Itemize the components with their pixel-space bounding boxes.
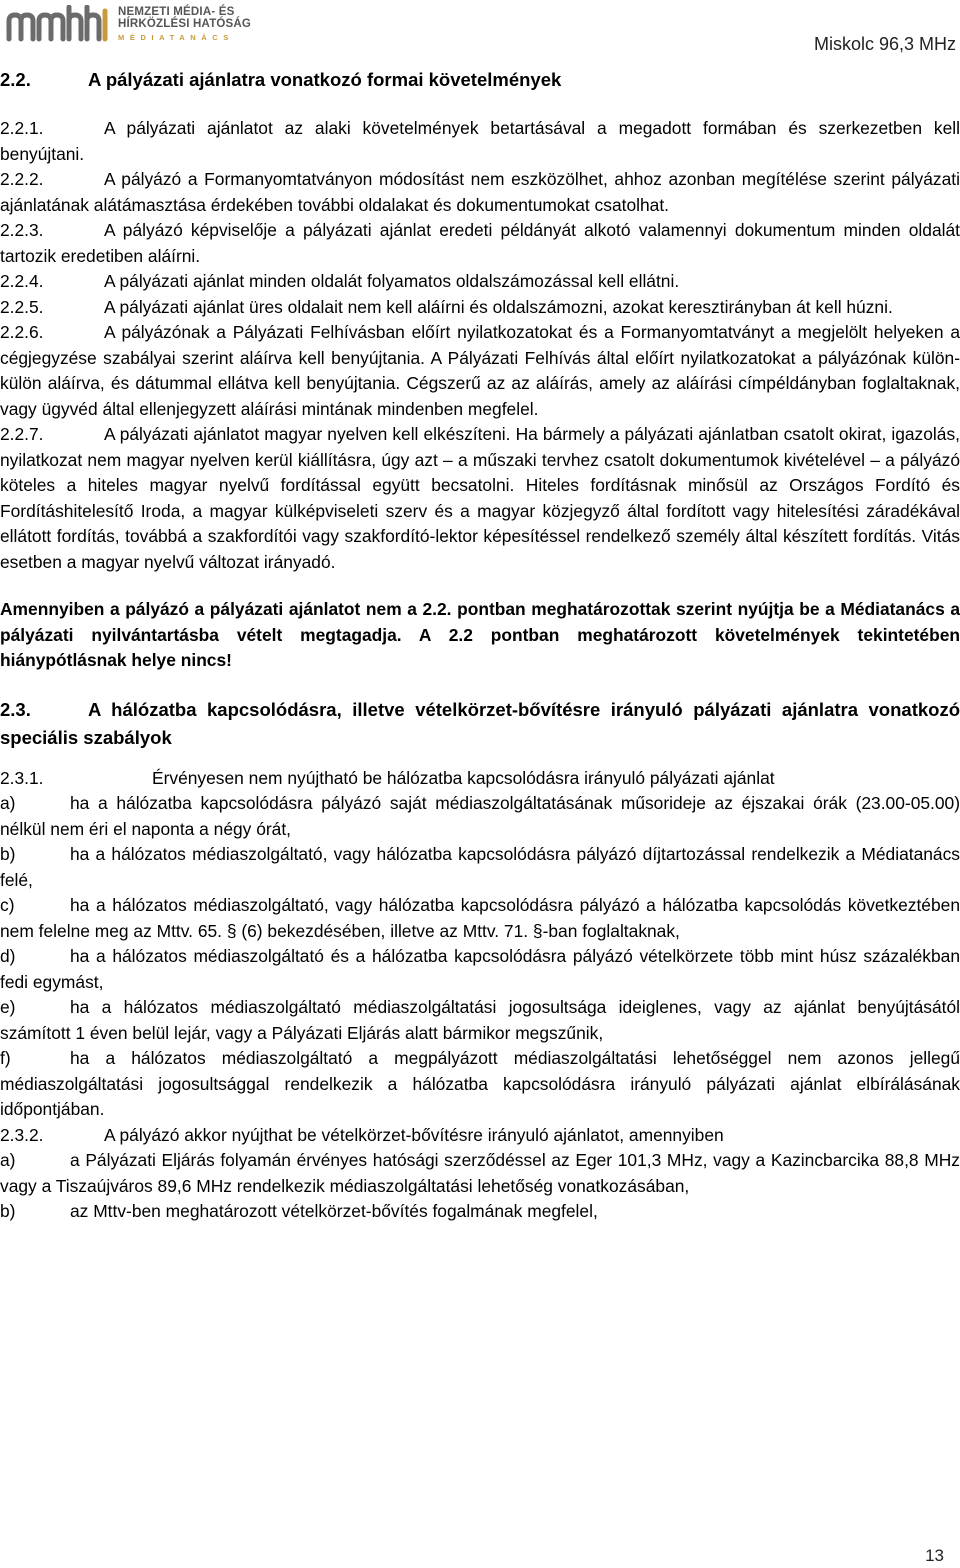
section-title: A pályázati ajánlatra vonatkozó formai követelmények	[88, 69, 562, 90]
paragraph-number: 2.2.3.	[0, 220, 44, 240]
paragraph-2-3-2	[0, 1123, 960, 1149]
list-label: a)	[0, 1150, 16, 1170]
logo-text	[118, 7, 251, 42]
section-heading-2-3	[0, 696, 960, 752]
logo-line-1: NEMZETI MÉDIA- ÉS	[118, 5, 235, 18]
paragraph-2-2-4	[0, 269, 960, 295]
list-item-e	[0, 995, 960, 1046]
page-number: 13	[925, 1546, 944, 1565]
list-text: ha a hálózatos médiaszolgáltató a megpályázott médiaszolgáltatási lehetőséggel nem azonos jellegű médiaszolgáltatási jogosultsággal rendelkezik a hálózatba kapcsolódásra irányuló pályázati ajánlat elbírálásának időpontjában.	[0, 1048, 960, 1119]
list-item-a	[0, 791, 960, 842]
section-number: 2.2.	[0, 69, 31, 90]
section-number: 2.3.	[0, 698, 31, 720]
paragraph-number: 2.2.2.	[0, 169, 44, 189]
paragraph-number: 2.2.5.	[0, 296, 44, 317]
paragraph-2-2-1	[0, 116, 960, 167]
paragraph-text: Érvényesen nem nyújtható be hálózatba kapcsolódásra irányuló pályázati ajánlat	[152, 767, 775, 788]
list-item-c	[0, 893, 960, 944]
list-text: ha a hálózatos médiaszolgáltató, vagy hálózatba kapcsolódásra pályázó díjtartozással rendelkezik a Médiatanács felé,	[0, 844, 960, 890]
paragraph-2-2-2	[0, 167, 960, 218]
paragraph-2-2-5	[0, 295, 960, 321]
nmhh-logo	[6, 4, 251, 44]
paragraph-text: A pályázati ajánlat minden oldalát folyamatos oldalszámozással kell ellátni.	[104, 271, 680, 291]
list-label: c)	[0, 895, 15, 915]
list-item-f	[0, 1046, 960, 1123]
list-text: ha a hálózatos médiaszolgáltató, vagy hálózatba kapcsolódásra pályázó a hálózatba kapcsolódás következtében nem felelne meg az Mttv. 65. § (6) bekezdésében, illetve az Mttv. 71. §-ban foglaltaknak,	[0, 895, 960, 941]
list-label: d)	[0, 946, 16, 966]
list-item-a-2	[0, 1148, 960, 1199]
document-body	[0, 66, 960, 1225]
list-text: ha a hálózatos médiaszolgáltató médiaszolgáltatási jogosultsága ideiglenes, vagy az ajánlat benyújtásától számított 1 éven belül lejár, vagy a Pályázati Eljárás alatt bármikor megszűnik,	[0, 997, 960, 1043]
paragraph-number: 2.3.2.	[0, 1124, 44, 1145]
list-text: az Mttv-ben meghatározott vételkörzet-bővítés fogalmának megfelel,	[70, 1201, 598, 1221]
list-label: a)	[0, 793, 16, 813]
paragraph-text: A pályázati ajánlatot az alaki követelmények betartásával a megadott formában és szerkezetben kell benyújtani.	[0, 118, 960, 164]
warning-paragraph: Amennyiben a pályázó a pályázati ajánlatot nem a 2.2. pontban meghatározottak szerint nyújtja be a Médiatanács a pályázati nyilvántartásba vételt megtagadja. A 2.2 pontban meghatározott követelmények tekintetében hiánypótlásnak helye nincs!	[0, 599, 960, 670]
list-text: a Pályázati Eljárás folyamán érvényes hatósági szerződéssel az Eger 101,3 MHz, vagy a Kazincbarcika 88,8 MHz vagy a Tiszaújváros 89,6 MHz rendelkezik médiaszolgáltatási lehetőség vonatkozásában,	[0, 1150, 960, 1196]
paragraph-2-2-3	[0, 218, 960, 269]
paragraph-text: A pályázó képviselője a pályázati ajánlat eredeti példányát alkotó valamennyi dokumentum minden oldalát tartozik eredetiben aláírni.	[0, 220, 960, 266]
station-label: Miskolc 96,3 MHz	[813, 34, 956, 54]
list-label: b)	[0, 844, 16, 864]
paragraph-2-3-1	[0, 766, 960, 792]
list-label: f)	[0, 1048, 11, 1068]
section-title: A hálózatba kapcsolódásra, illetve vételkörzet-bővítésre irányuló pályázati ajánlatra vonatkozó speciális szabályok	[0, 698, 960, 748]
section-heading-2-2	[0, 66, 960, 94]
logo-line-3: MÉDIATANÁCS	[118, 32, 234, 42]
page-header	[0, 0, 960, 56]
paragraph-text: A pályázónak a Pályázati Felhívásban előírt nyilatkozatokat és a Formanyomtatványt a megjelölt helyeken a cégjegyzése szabályai szerint aláírva kell benyújtania. A Pályázati Felhívás által előírt nyilatkozatokat a pályázónak külön-külön aláírva, és dátummal ellátva kell benyújtania. Cégszerű az az aláírás, amely az aláírási címpéldányban foglaltaknak, vagy ügyvéd által ellenjegyzett aláírási mintának mindenben megfelel.	[0, 322, 960, 419]
paragraph-2-2-7	[0, 422, 960, 575]
list-item-d	[0, 944, 960, 995]
logo-line-2: HÍRKÖZLÉSI HATÓSÁG	[118, 18, 252, 31]
paragraph-text: A pályázati ajánlatot magyar nyelven kell elkészíteni. Ha bármely a pályázati ajánlatban csatolt okirat, igazolás, nyilatkozat nem magyar nyelven kerül kiállításra, úgy azt – a műszaki tervhez csatolt dokumentumok kivételével – a pályázó köteles a hiteles magyar nyelvű fordítással együtt becsatolni. Hiteles fordításnak minősül az Országos Fordító és Fordításhitelesítő Iroda, a magyar külképviseleti szerv és a magyar közjegyző által fordított vagy hitelesítési záradékával ellátott fordítás, továbbá a szakfordítói vagy szakfordító-lektor képesítéssel rendelkező személy által készített fordítás. Vitás esetben a magyar nyelvű változat irányadó.	[0, 424, 960, 572]
paragraph-number: 2.2.6.	[0, 322, 44, 342]
list-label: e)	[0, 997, 16, 1017]
list-text: ha a hálózatos médiaszolgáltató és a hálózatba kapcsolódásra pályázó vételkörzete több mint húsz százalékban fedi egymást,	[0, 946, 960, 992]
paragraph-text: A pályázati ajánlat üres oldalait nem kell aláírni és oldalszámozni, azokat keresztirányban át kell húzni.	[104, 296, 893, 317]
paragraph-number: 2.2.7.	[0, 424, 44, 444]
paragraph-text: A pályázó a Formanyomtatványon módosítást nem eszközölhet, ahhoz azonban megítélése szerint pályázati ajánlatának alátámasztása érdekében további oldalakat és dokumentumokat csatolhat.	[0, 169, 960, 215]
list-item-b-2	[0, 1199, 960, 1225]
paragraph-number: 2.3.1.	[0, 767, 44, 788]
list-label: b)	[0, 1201, 16, 1221]
paragraph-number: 2.2.1.	[0, 118, 44, 138]
paragraph-number: 2.2.4.	[0, 271, 44, 291]
list-text: ha a hálózatba kapcsolódásra pályázó saját médiaszolgáltatásának műsorideje az éjszakai órák (23.00-05.00) nélkül nem éri el naponta a négy órát,	[0, 793, 960, 839]
nmhh-logo-mark-icon	[6, 5, 114, 43]
paragraph-text: A pályázó akkor nyújthat be vételkörzet-bővítésre irányuló ajánlatot, amennyiben	[104, 1124, 724, 1145]
paragraph-2-2-6	[0, 320, 960, 422]
list-item-b	[0, 842, 960, 893]
